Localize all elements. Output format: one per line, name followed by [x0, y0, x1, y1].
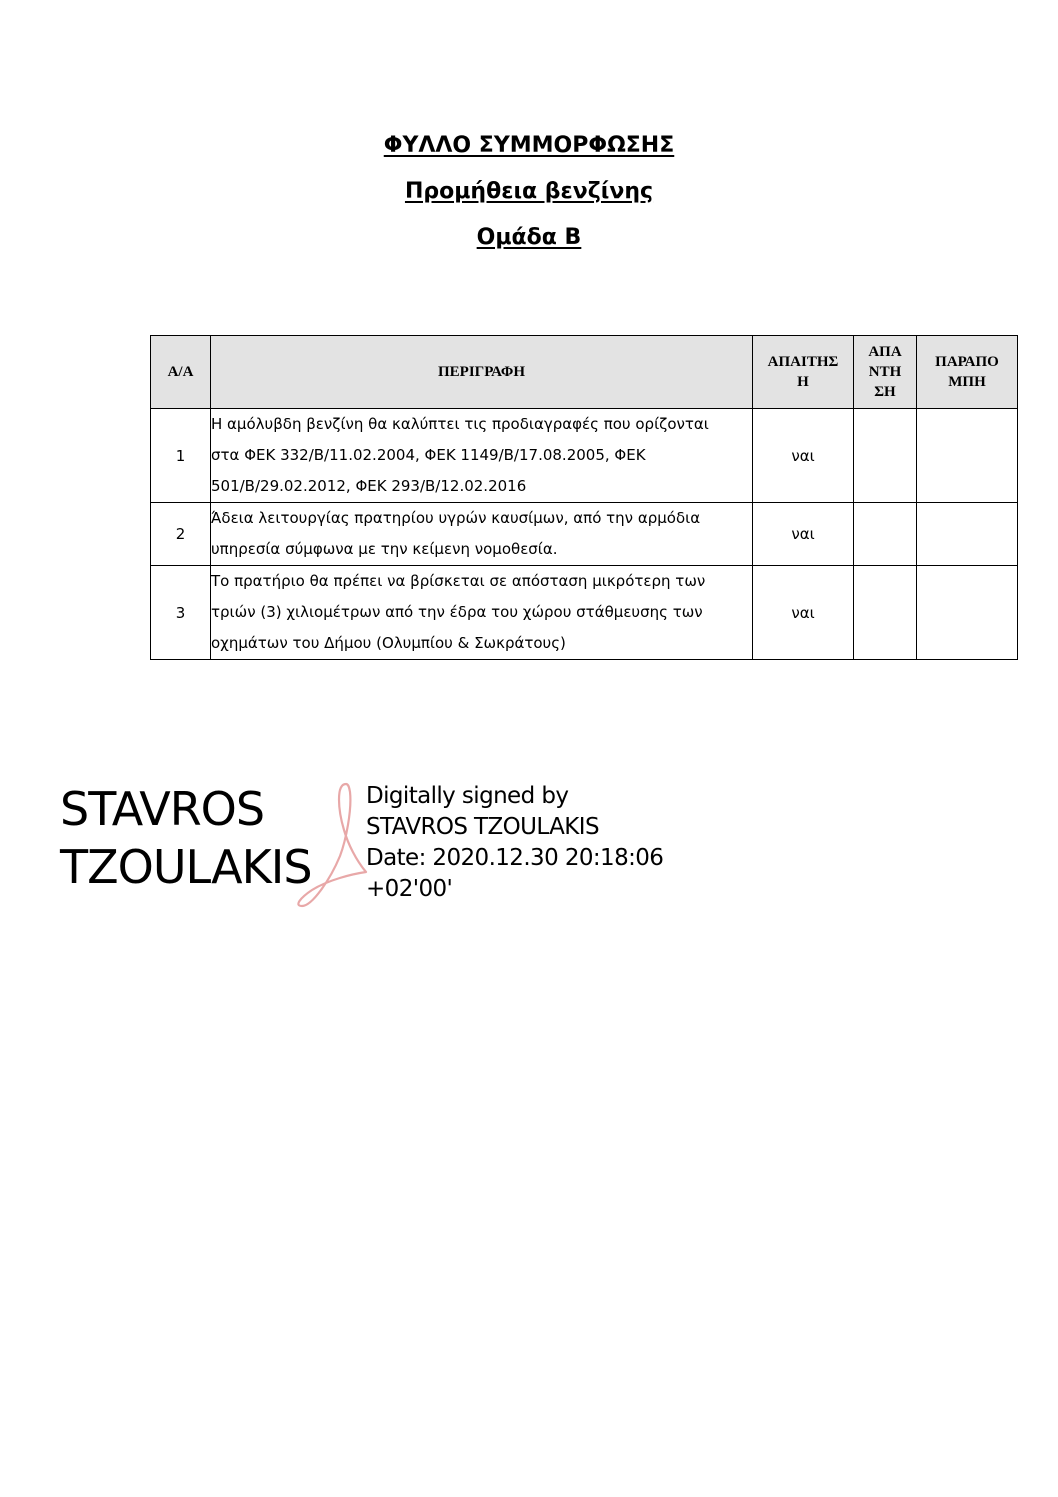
header-requirement: ΑΠΑΙΤΗΣ Η — [753, 336, 854, 409]
row-requirement: ναι — [753, 409, 854, 503]
row-requirement: ναι — [753, 566, 854, 660]
row-description: Άδεια λειτουργίας πρατηρίου υγρών καυσίμων, από την αρμόδια υπηρεσία σύμφωνα με την κείμενη νομοθεσία. — [211, 503, 753, 566]
table-row — [151, 409, 1018, 503]
document-subtitle: Προμήθεια βενζίνης — [404, 179, 654, 204]
header-aa: Α/Α — [151, 336, 211, 409]
table-header-row — [151, 336, 1018, 409]
signature-timezone: +02'00' — [366, 876, 453, 902]
header-reference: ΠΑΡΑΠΟ ΜΠΗ — [917, 336, 1018, 409]
header-response: ΑΠΑ ΝΤΗ ΣΗ — [854, 336, 917, 409]
table-row — [151, 503, 1018, 566]
header-description: ΠΕΡΙΓΡΑΦΗ — [211, 336, 753, 409]
signer-name — [60, 780, 312, 896]
row-response — [854, 566, 917, 660]
signature-signer: STAVROS TZOULAKIS — [366, 814, 599, 840]
row-response — [854, 503, 917, 566]
document-group: Ομάδα Β — [476, 225, 582, 250]
row-description: Η αμόλυβδη βενζίνη θα καλύπτει τις προδιαγραφές που ορίζονται στα ΦΕΚ 332/Β/11.02.2004, ΦΕΚ 1149/Β/17.08.2005, ΦΕΚ 501/Β/29.02.2012, ΦΕΚ 293/Β/12.02.2016 — [211, 409, 753, 503]
digital-signature-details — [366, 781, 663, 905]
row-number: 1 — [151, 409, 211, 503]
document-title: ΦΥΛΛΟ ΣΥΜΜΟΡΦΩΣΗΣ — [383, 133, 675, 158]
table-row — [151, 566, 1018, 660]
row-number: 3 — [151, 566, 211, 660]
row-number: 2 — [151, 503, 211, 566]
row-description: Το πρατήριο θα πρέπει να βρίσκεται σε απόσταση μικρότερη των τριών (3) χιλιομέτρων από την έδρα του χώρου στάθμευσης των οχημάτων του Δήμου (Ολυμπίου & Σωκράτους) — [211, 566, 753, 660]
signature-date: Date: 2020.12.30 20:18:06 — [366, 845, 664, 871]
row-reference — [917, 566, 1018, 660]
row-response — [854, 409, 917, 503]
document-title-block — [0, 128, 1058, 266]
row-requirement: ναι — [753, 503, 854, 566]
adobe-acrobat-icon — [290, 780, 370, 910]
compliance-table — [150, 335, 1018, 660]
row-reference — [917, 409, 1018, 503]
row-reference — [917, 503, 1018, 566]
signer-last-name: TZOULAKIS — [60, 840, 312, 894]
signature-label: Digitally signed by — [366, 783, 569, 809]
signer-first-name: STAVROS — [60, 782, 265, 836]
